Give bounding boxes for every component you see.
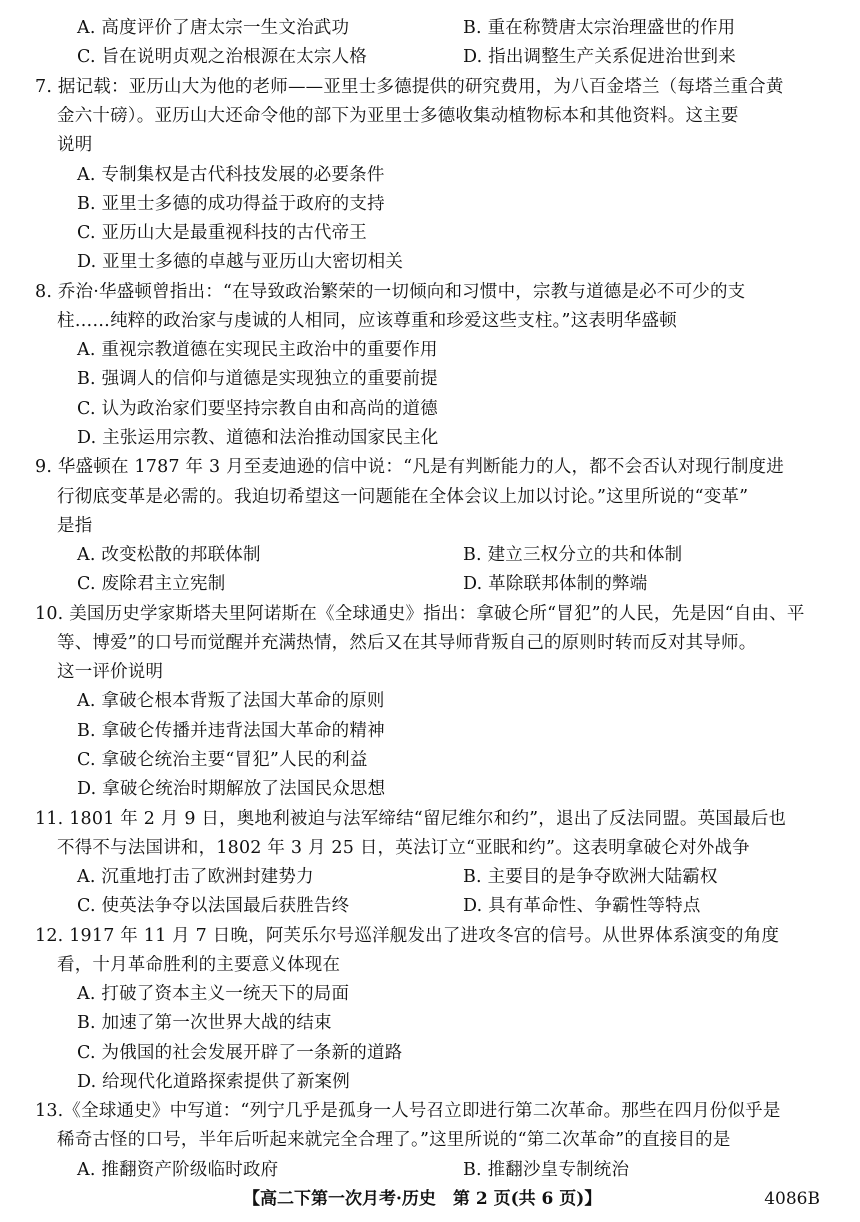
text-line: D. 革除联邦体制的弊端 (463, 574, 648, 594)
text-line: A. 高度评价了唐太宗一生文治武功 (77, 18, 350, 38)
text-line: 等、博爱”的口号而觉醒并充满热情，然后又在其导师背叛自己的原则时转而反对其导师。 (57, 633, 757, 653)
text-line: A. 拿破仑根本背叛了法国大革命的原则 (77, 691, 385, 711)
text-line: B. 主要目的是争夺欧洲大陆霸权 (463, 867, 718, 887)
text-line: 8. 乔治·华盛顿曾指出：“在导致政治繁荣的一切倾向和习惯中，宗教与道德是必不可少的支 (35, 282, 746, 302)
text-line: C. 亚历山大是最重视科技的古代帝王 (77, 223, 367, 243)
text-line: A. 打破了资本主义一统天下的局面 (77, 984, 350, 1004)
text-line: C. 使英法争夺以法国最后获胜告终 (77, 896, 350, 916)
text-line: A. 沉重地打击了欧洲封建势力 (77, 867, 314, 887)
text-line: B. 加速了第一次世界大战的结束 (77, 1013, 332, 1033)
text-line: 7. 据记载：亚历山大为他的老师——亚里士多德提供的研究费用，为八百金塔兰（每塔兰重合黄 (35, 77, 784, 97)
text-line: 不得不与法国讲和，1802 年 3 月 25 日，英法订立“亚眠和约”。这表明拿破仑对外战争 (57, 838, 750, 858)
text-line: A. 改变松散的邦联体制 (77, 545, 261, 565)
text-line: B. 重在称赞唐太宗治理盛世的作用 (463, 18, 736, 38)
text-line: B. 拿破仑传播并违背法国大革命的精神 (77, 721, 385, 741)
text-line: C. 废除君主立宪制 (77, 574, 226, 594)
text-line: 行彻底变革是必需的。我迫切希望这一问题能在全体会议上加以讨论。”这里所说的“变革” (57, 487, 749, 507)
text-line: 13.《全球通史》中写道：“列宁几乎是孤身一人号召立即进行第二次革命。那些在四月份似乎是 (35, 1101, 781, 1121)
text-line: 10. 美国历史学家斯塔夫里阿诺斯在《全球通史》指出：拿破仑所“冒犯”的人民，先是因“自由、平 (35, 604, 805, 624)
text-line: 12. 1917 年 11 月 7 日晚，阿芙乐尔号巡洋舰发出了进攻冬宫的信号。从世界体系演变的角度 (35, 926, 780, 946)
text-line: B. 推翻沙皇专制统治 (463, 1160, 630, 1180)
text-line: 是指 (57, 516, 93, 536)
text-line: B. 强调人的信仰与道德是实现独立的重要前提 (77, 369, 438, 389)
text-line: D. 具有革命性、争霸性等特点 (463, 896, 701, 916)
text-line: D. 给现代化道路探索提供了新案例 (77, 1072, 350, 1092)
footer-title: 【高二下第一次月考·历史 第 2 页(共 6 页)】 (243, 1189, 602, 1209)
footer-code: 4086B (764, 1189, 820, 1209)
text-line: C. 旨在说明贞观之治根源在太宗人格 (77, 47, 367, 67)
text-line: 柱……纯粹的政治家与虔诚的人相同，应该尊重和珍爱这些支柱。”这表明华盛顿 (57, 311, 677, 331)
text-line: 11. 1801 年 2 月 9 日，奥地利被迫与法军缔结“留尼维尔和约”，退出了反法同盟。英国最后也 (35, 809, 787, 829)
text-line: A. 推翻资产阶级临时政府 (77, 1160, 279, 1180)
text-line: D. 拿破仑统治时期解放了法国民众思想 (77, 779, 386, 799)
page-footer (0, 1187, 860, 1211)
text-line: C. 为俄国的社会发展开辟了一条新的道路 (77, 1043, 403, 1063)
text-line: 金六十磅）。亚历山大还命令他的部下为亚里士多德收集动植物标本和其他资料。这主要 (57, 106, 739, 126)
text-line: B. 建立三权分立的共和体制 (463, 545, 683, 565)
text-line: D. 主张运用宗教、道德和法治推动国家民主化 (77, 428, 439, 448)
text-line: D. 亚里士多德的卓越与亚历山大密切相关 (77, 252, 404, 272)
text-line: B. 亚里士多德的成功得益于政府的支持 (77, 194, 385, 214)
text-line: 这一评价说明 (57, 662, 164, 682)
text-line: A. 专制集权是古代科技发展的必要条件 (77, 165, 385, 185)
text-line: 稀奇古怪的口号，半年后听起来就完全合理了。”这里所说的“第二次革命”的直接目的是 (57, 1130, 731, 1150)
text-line: 说明 (57, 135, 93, 155)
text-line: 看，十月革命胜利的主要意义体现在 (57, 955, 341, 975)
text-line: C. 认为政治家们要坚持宗教自由和高尚的道德 (77, 399, 438, 419)
text-line: 9. 华盛顿在 1787 年 3 月至麦迪逊的信中说：“凡是有判断能力的人，都不会否认对现行制度进 (35, 457, 784, 477)
text-line: D. 指出调整生产关系促进治世到来 (463, 47, 736, 67)
text-line: C. 拿破仑统治主要“冒犯”人民的利益 (77, 750, 368, 770)
text-line: A. 重视宗教道德在实现民主政治中的重要作用 (77, 340, 438, 360)
